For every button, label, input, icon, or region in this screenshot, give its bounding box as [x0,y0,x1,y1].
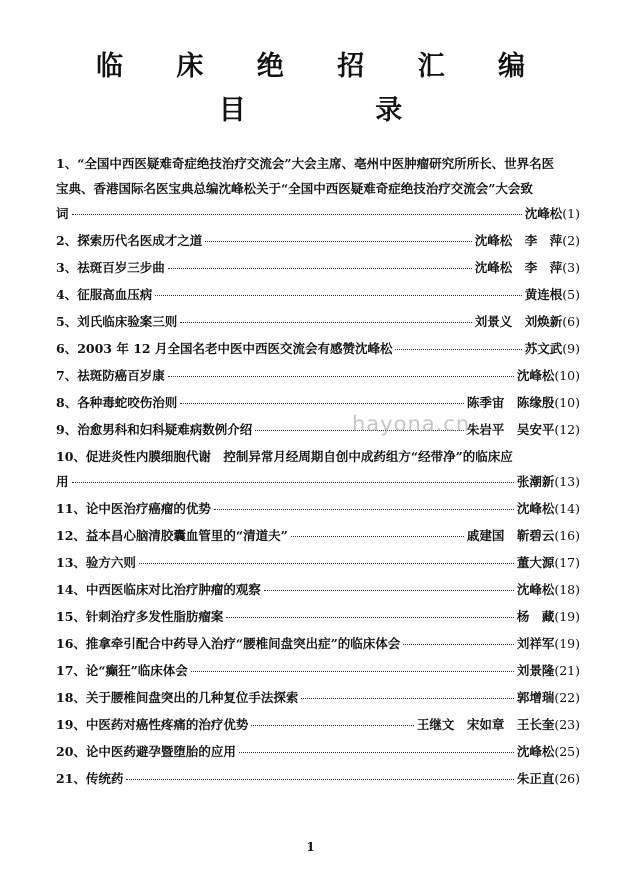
toc-entry-title: 4、征服高血压病 [56,287,153,302]
toc-entry[interactable] [56,684,580,711]
toc-entry-page: (18) [554,582,580,597]
toc-entry[interactable] [56,738,580,765]
toc-entry-page: (5) [562,287,580,302]
toc-entry-title: 20、论中医药避孕暨堕胎的应用 [56,744,236,759]
toc-entry[interactable] [56,362,580,389]
leader-dots [403,644,514,645]
page-number: 1 [306,840,315,854]
leader-dots [395,349,521,350]
toc-entry-author: 郭增瑞 [516,690,555,705]
toc-entry-author: 王继文 宋如章 王长奎 [416,717,555,732]
toc-entry-author: 沈峰松 [516,582,555,597]
toc-entry-author: 苏文武 [524,341,563,356]
toc-entry-page: (19) [554,609,580,624]
leader-dots [291,536,464,537]
toc-entry-page: (22) [554,690,580,705]
toc-entry-title-line: 1、“全国中西医疑难奇症绝技治疗交流会”大会主席、亳州中医肿瘤研究所所长、世界名医 [56,156,555,171]
leader-dots [180,403,464,404]
toc-entry-author: 黄连根 [524,287,563,302]
toc-entry-title: 15、针刺治疗多发性脂肪瘤案 [56,609,224,624]
leader-dots [226,617,513,618]
toc-entry-page: (10) [554,368,580,383]
toc-entry[interactable] [56,389,580,416]
toc-heading: 目 录 [218,95,463,126]
leader-dots [180,322,472,323]
toc-entry-page: (1) [562,206,580,221]
toc-entry[interactable] [56,657,580,684]
toc-entry-author: 杨 藏 [516,609,555,624]
toc-entry-title: 6、2003 年 12 月全国名老中医中西医交流会有感赞沈峰松 [56,341,393,356]
toc-entry-author: 沈峰松 李 萍 [474,260,563,275]
toc-entry-title: 8、各种毒蛇咬伤治则 [56,395,178,410]
leader-dots [205,241,472,242]
watermark: hayona.cn [352,412,471,436]
toc-entry[interactable] [56,765,580,792]
leader-dots [191,671,514,672]
toc-entry-page: (2) [562,233,580,248]
leader-dots [168,268,472,269]
toc-entry-author: 朱正直 [516,771,555,786]
toc-entry-title-end: 用 [56,474,69,489]
toc-entry-title: 9、治愈男科和妇科疑难病数例介绍 [56,422,253,437]
toc-entry-author: 沈峰松 [516,501,555,516]
leader-dots [168,376,514,377]
leader-dots [301,698,513,699]
leader-dots [155,295,522,296]
toc-entry-author: 沈峰松 李 萍 [474,233,563,248]
leader-dots [72,482,514,483]
toc-entry[interactable] [56,443,580,495]
toc-entry[interactable] [56,603,580,630]
toc-entry-page: (17) [554,555,580,570]
toc-entry-author: 董大源 [516,555,555,570]
toc-entry[interactable] [56,711,580,738]
toc-entry-page: (6) [562,314,580,329]
toc-entry-title: 14、中西医临床对比治疗肿瘤的观察 [56,582,261,597]
toc-entry-title: 16、推拿牵引配合中药导入治疗“腰椎间盘突出症”的临床体会 [56,636,401,651]
table-of-contents [56,150,580,792]
toc-entry-title: 12、益本昌心脑清胶囊血管里的“清道夫” [56,528,288,543]
leader-dots [214,509,514,510]
toc-entry-author: 张潮新 [516,474,555,489]
toc-entry-author: 刘祥军 [516,636,555,651]
toc-entry-author: 沈峰松 [516,368,555,383]
toc-entry[interactable] [56,335,580,362]
leader-dots [126,779,513,780]
toc-entry-title: 19、中医药对癌性疼痛的治疗优势 [56,717,249,732]
toc-entry-title: 21、传统药 [56,771,124,786]
toc-entry[interactable] [56,630,580,657]
toc-entry-page: (9) [562,341,580,356]
toc-entry[interactable] [56,522,580,549]
toc-entry-author: 刘景隆 [516,663,555,678]
toc-entry[interactable] [56,576,580,603]
toc-entry-title: 7、祛斑防癌百岁康 [56,368,165,383]
toc-entry[interactable] [56,227,580,254]
toc-entry-page: (3) [562,260,580,275]
toc-entry-title-line: 10、促进炎性内膜细胞代谢 控制异常月经周期自创中成药组方“经带净”的临床应 [56,449,513,464]
toc-entry-author: 戚建国 靳碧云 [466,528,555,543]
toc-entry-title: 18、关于腰椎间盘突出的几种复位手法探索 [56,690,299,705]
toc-entry-page: (25) [554,744,580,759]
toc-entry-title: 11、论中医治疗癌瘤的优势 [56,501,211,516]
book-title: 临 床 绝 招 汇 编 [96,51,547,82]
toc-entry-title: 17、论“癫狂”临床体会 [56,663,188,678]
leader-dots [72,214,522,215]
leader-dots [139,563,514,564]
toc-entry-page: (19) [554,636,580,651]
toc-entry-page: (21) [554,663,580,678]
leader-dots [264,590,514,591]
toc-entry-title: 3、祛斑百岁三步曲 [56,260,165,275]
toc-entry-page: (12) [554,422,580,437]
toc-entry-author: 朱岩平 吴安平 [466,422,555,437]
toc-entry-page: (10) [554,395,580,410]
toc-entry-author: 沈峰松 [516,744,555,759]
toc-entry-page: (23) [554,717,580,732]
toc-entry-title: 5、刘氏临床验案三则 [56,314,178,329]
toc-entry-title: 13、验方六则 [56,555,136,570]
toc-entry[interactable] [56,254,580,281]
toc-entry-title-line: 宝典、香港国际名医宝典总编沈峰松关于“全国中西医疑难奇症绝技治疗交流会”大会致 [56,181,533,196]
toc-entry[interactable] [56,150,580,227]
toc-entry-page: (14) [554,501,580,516]
toc-entry[interactable] [56,495,580,522]
toc-entry[interactable] [56,416,580,443]
leader-dots [239,752,514,753]
toc-entry[interactable] [56,308,580,335]
toc-entry-title-end: 词 [56,206,69,221]
toc-entry-page: (13) [554,474,580,489]
toc-entry[interactable] [56,281,580,308]
toc-entry-author: 刘景义 刘焕新 [474,314,563,329]
toc-entry-page: (16) [554,528,580,543]
leader-dots [251,725,413,726]
toc-entry[interactable] [56,549,580,576]
toc-entry-title: 2、探索历代名医成才之道 [56,233,203,248]
toc-entry-page: (26) [554,771,580,786]
toc-entry-author: 沈峰松 [524,206,563,221]
toc-entry-author: 陈季宙 陈缘殷 [466,395,555,410]
